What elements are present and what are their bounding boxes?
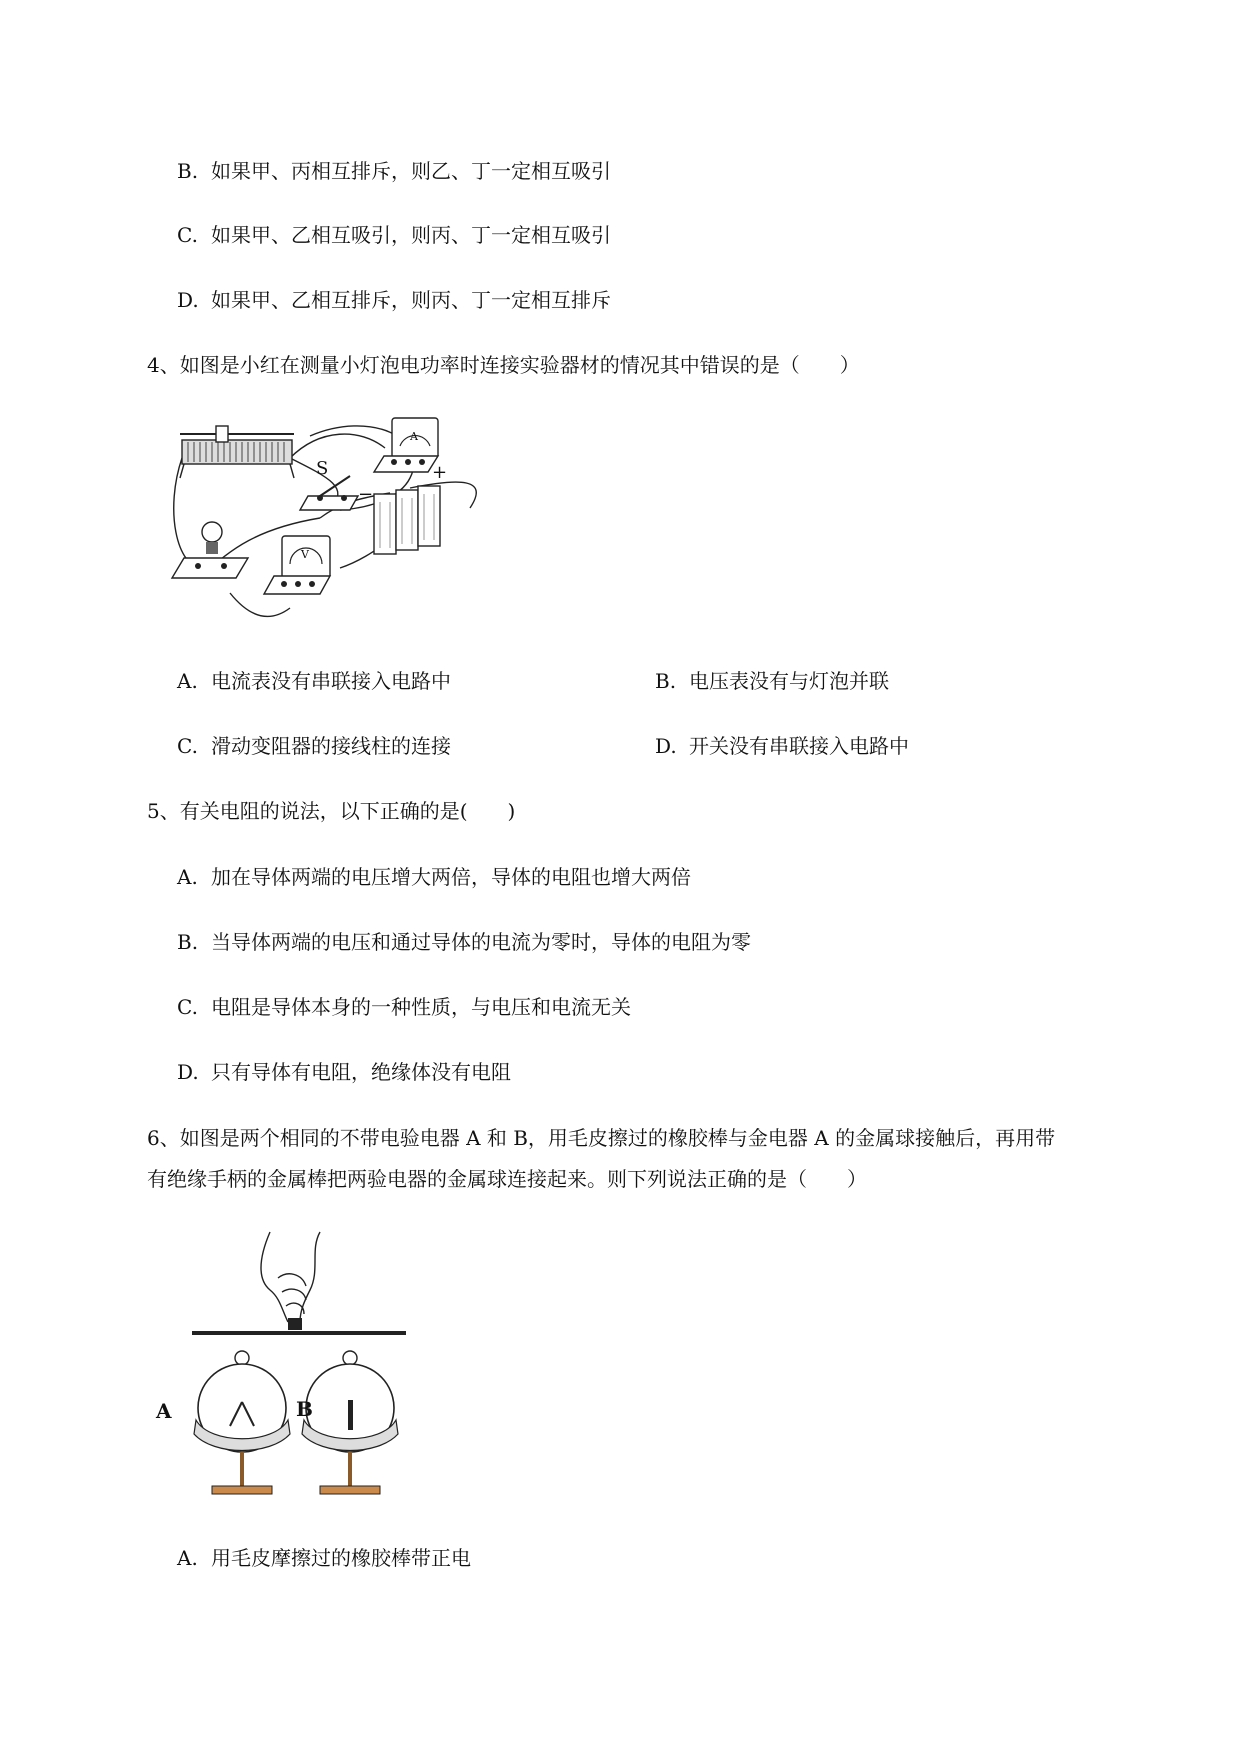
option-label: A. (177, 1546, 198, 1570)
option-text: 如果甲、乙相互吸引，则丙、丁一定相互吸引 (211, 223, 611, 247)
option-label: C. (177, 223, 198, 247)
option-text: 如果甲、丙相互排斥，则乙、丁一定相互吸引 (211, 159, 611, 183)
option-label: B. (177, 159, 199, 183)
electroscope-a-icon (155, 1351, 290, 1494)
q4-option-a (177, 668, 451, 694)
q3-option-b (177, 158, 611, 184)
electroscope-b-icon (296, 1351, 398, 1494)
option-text: 当导体两端的电压和通过导体的电流为零时，导体的电阻为零 (211, 930, 751, 954)
option-label: C. (177, 734, 198, 758)
option-text: 只有导体有电阻，绝缘体没有电阻 (211, 1060, 511, 1084)
q4-stem: 4、如图是小红在测量小灯泡电功率时连接实验器材的情况其中错误的是（ ） (147, 353, 860, 377)
q4-option-b (655, 668, 889, 694)
option-text: 电阻是导体本身的一种性质，与电压和电流无关 (211, 995, 631, 1019)
voltmeter-label: V (301, 548, 309, 561)
q6-stem-line1: 6、如图是两个相同的不带电验电器 A 和 B，用毛皮擦过的橡胶棒与金电器 A 的金属球接触后，再用带 (147, 1126, 1056, 1150)
option-label: A. (177, 865, 198, 889)
electroscope-a-label: A (156, 1399, 172, 1423)
option-text: 电压表没有与灯泡并联 (689, 669, 889, 693)
ammeter-icon (374, 418, 438, 472)
hand-icon (261, 1232, 320, 1322)
ammeter-label: A (410, 430, 418, 443)
voltmeter-icon (264, 536, 330, 594)
option-label: C. (177, 995, 198, 1019)
option-text: 用毛皮摩擦过的橡胶棒带正电 (211, 1546, 471, 1570)
q4-circuit-figure (170, 418, 510, 618)
option-text: 开关没有串联接入电路中 (689, 734, 909, 758)
switch-icon (300, 458, 358, 510)
option-text: 电流表没有串联接入电路中 (211, 669, 451, 693)
q4-option-c (177, 733, 451, 759)
option-label: D. (655, 734, 677, 758)
option-text: 如果甲、乙相互排斥，则丙、丁一定相互排斥 (211, 288, 611, 312)
option-label: D. (177, 288, 199, 312)
switch-label: S (316, 458, 329, 479)
q6-electroscope-figure (156, 1230, 420, 1510)
option-label: D. (177, 1060, 199, 1084)
q6-option-a (177, 1545, 471, 1571)
electroscope-b-label: B (296, 1397, 313, 1421)
q5-option-d (177, 1059, 511, 1085)
q5-option-c (177, 994, 631, 1020)
q6-stem-line2: 有绝缘手柄的金属棒把两验电器的金属球连接起来。则下列说法正确的是（ ） (147, 1167, 867, 1191)
q5-stem: 5、有关电阻的说法，以下正确的是( ) (147, 799, 516, 823)
lamp-icon (172, 522, 248, 578)
q3-option-d (177, 287, 611, 313)
rheostat-icon (180, 426, 294, 478)
battery-icon (358, 462, 447, 554)
q4-option-d (655, 733, 909, 759)
rod-handle-icon (288, 1318, 302, 1330)
q5-option-a (177, 864, 691, 890)
q3-option-c (177, 222, 611, 248)
option-text: 加在导体两端的电压增大两倍，导体的电阻也增大两倍 (211, 865, 691, 889)
option-text: 滑动变阻器的接线柱的连接 (211, 734, 451, 758)
option-label: B. (655, 669, 677, 693)
option-label: B. (177, 930, 199, 954)
plus-label: + (432, 462, 448, 483)
q5-option-b (177, 929, 751, 955)
minus-label: − (358, 484, 374, 505)
option-label: A. (177, 669, 198, 693)
